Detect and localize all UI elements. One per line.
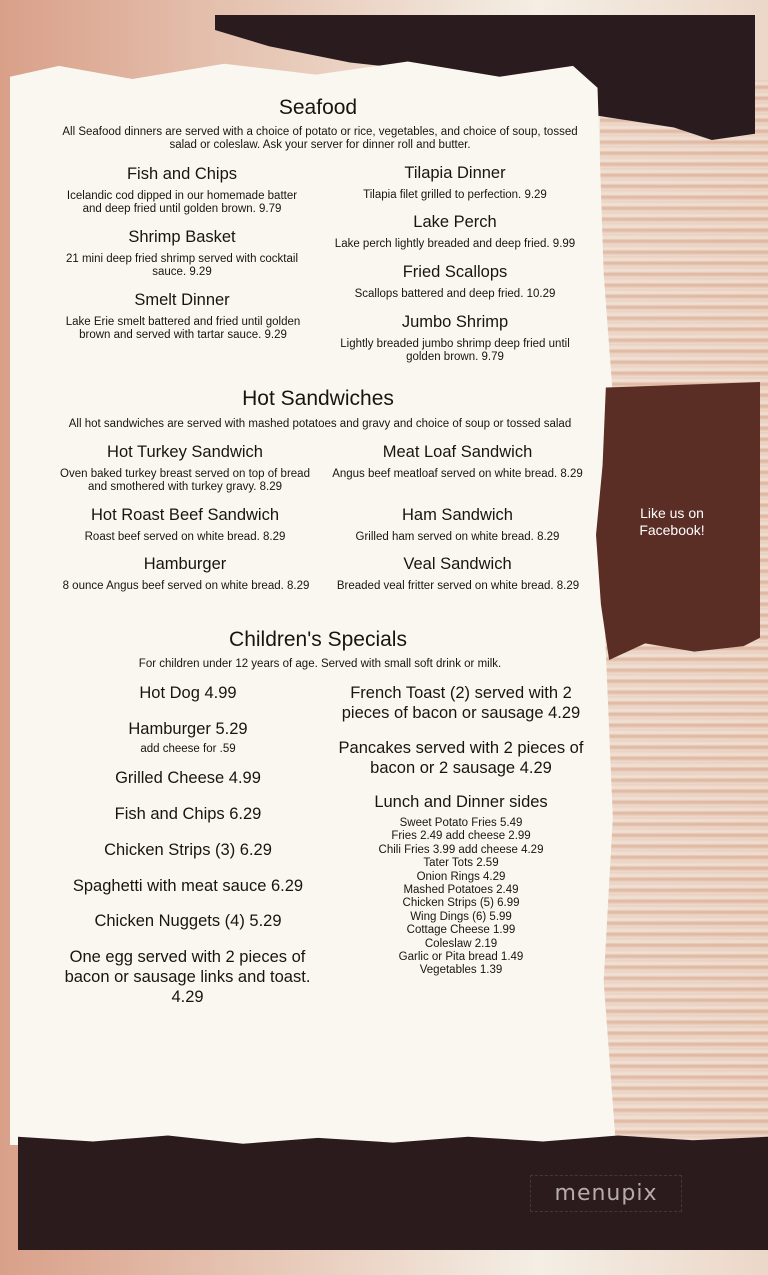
- side-item: Tater Tots 2.59: [423, 857, 499, 870]
- fried-scallops-desc: Scallops battered and deep fried. 10.29: [354, 288, 556, 300]
- hamburger-sandwich-desc: 8 ounce Angus beef served on white bread. 8.29: [62, 580, 310, 592]
- ham-sandwich-desc: Grilled ham served on white bread. 8.29: [355, 531, 560, 543]
- sides-title: Lunch and Dinner sides: [374, 793, 548, 811]
- meat-loaf-sandwich-desc: Angus beef meatloaf served on white bread. 8.29: [332, 468, 583, 480]
- fried-scallops-title: Fried Scallops: [402, 263, 508, 281]
- hamburger-sandwich-title: Hamburger: [143, 555, 227, 573]
- tilapia-dinner-desc: Tilapia filet grilled to perfection. 9.29: [363, 189, 547, 201]
- hot-turkey-sandwich-title: Hot Turkey Sandwich: [107, 443, 263, 461]
- menupix-watermark: menupix: [530, 1175, 682, 1212]
- kids-french-toast: French Toast (2) served with 2 pieces of bacon or sausage 4.29: [341, 684, 581, 722]
- kids-grilled-cheese: Grilled Cheese 4.99: [115, 769, 261, 787]
- kids-hot-dog: Hot Dog 4.99: [139, 684, 237, 702]
- kids-hamburger-note: add cheese for .59: [140, 743, 236, 755]
- seafood-intro: All Seafood dinners are served with a choice of potato or rice, vegetables, and choice of soup, tossed salad or coleslaw. Ask your server for dinner roll and butter.: [62, 126, 578, 151]
- children-title: Children's Specials: [229, 628, 407, 651]
- side-item: Sweet Potato Fries 5.49: [399, 817, 523, 829]
- hot-roast-beef-sandwich-desc: Roast beef served on white bread. 8.29: [84, 531, 286, 543]
- fish-and-chips-title: Fish and Chips: [126, 165, 238, 183]
- kids-chicken-nuggets: Chicken Nuggets (4) 5.29: [94, 912, 282, 930]
- side-item: Coleslaw 2.19: [424, 937, 498, 950]
- kids-hamburger: Hamburger 5.29: [128, 720, 248, 738]
- ham-sandwich-title: Ham Sandwich: [402, 506, 513, 524]
- side-item: Onion Rings 4.29: [416, 870, 506, 883]
- shrimp-basket-desc: 21 mini deep fried shrimp served with cocktail sauce. 9.29: [65, 253, 299, 278]
- kids-spaghetti: Spaghetti with meat sauce 6.29: [72, 877, 304, 895]
- side-item: Cottage Cheese 1.99: [406, 924, 516, 937]
- jumbo-shrimp-desc: Lightly breaded jumbo shrimp deep fried until golden brown. 9.79: [340, 338, 570, 363]
- shrimp-basket-title: Shrimp Basket: [128, 228, 236, 246]
- fish-and-chips-desc: Icelandic cod dipped in our homemade batter and deep fried until golden brown. 9.79: [66, 190, 298, 215]
- facebook-text[interactable]: Like us on Facebook!: [639, 505, 705, 538]
- side-item: Garlic or Pita bread 1.49: [398, 951, 524, 964]
- jumbo-shrimp-title: Jumbo Shrimp: [401, 313, 509, 331]
- kids-pancakes: Pancakes served with 2 pieces of bacon or 2 sausage 4.29: [338, 739, 584, 777]
- veal-sandwich-desc: Breaded veal fritter served on white bread. 8.29: [336, 580, 580, 592]
- children-intro: For children under 12 years of age. Served with small soft drink or milk.: [138, 658, 502, 670]
- sides-list: [330, 817, 592, 978]
- kids-chicken-strips: Chicken Strips (3) 6.29: [104, 841, 272, 859]
- side-item: Mashed Potatoes 2.49: [403, 884, 519, 897]
- hot-roast-beef-sandwich-title: Hot Roast Beef Sandwich: [90, 506, 280, 524]
- side-item: Vegetables 1.39: [419, 964, 503, 977]
- smelt-dinner-desc: Lake Erie smelt battered and fried until golden brown and served with tartar sauce. 9.29: [65, 316, 301, 341]
- seafood-title: Seafood: [278, 96, 358, 119]
- smelt-dinner-title: Smelt Dinner: [134, 291, 230, 309]
- side-item: Chicken Strips (5) 6.99: [402, 897, 520, 910]
- sandwiches-title: Hot Sandwiches: [242, 387, 394, 410]
- kids-fish-and-chips: Fish and Chips 6.29: [114, 805, 262, 823]
- side-item: Wing Dings (6) 5.99: [410, 910, 512, 923]
- kids-egg-breakfast: One egg served with 2 pieces of bacon or sausage links and toast. 4.29: [64, 948, 311, 1006]
- sandwiches-intro: All hot sandwiches are served with mashed potatoes and gravy and choice of soup or tossed salad: [68, 418, 572, 430]
- lake-perch-title: Lake Perch: [413, 213, 497, 231]
- hot-turkey-sandwich-desc: Oven baked turkey breast served on top of bread and smothered with turkey gravy. 8.29: [60, 468, 310, 493]
- veal-sandwich-title: Veal Sandwich: [403, 555, 512, 573]
- lake-perch-desc: Lake perch lightly breaded and deep fried. 9.99: [334, 238, 576, 250]
- meat-loaf-sandwich-title: Meat Loaf Sandwich: [382, 443, 533, 461]
- tilapia-dinner-title: Tilapia Dinner: [404, 164, 506, 182]
- side-item: Chili Fries 3.99 add cheese 4.29: [378, 843, 544, 856]
- side-item: Fries 2.49 add cheese 2.99: [391, 830, 531, 843]
